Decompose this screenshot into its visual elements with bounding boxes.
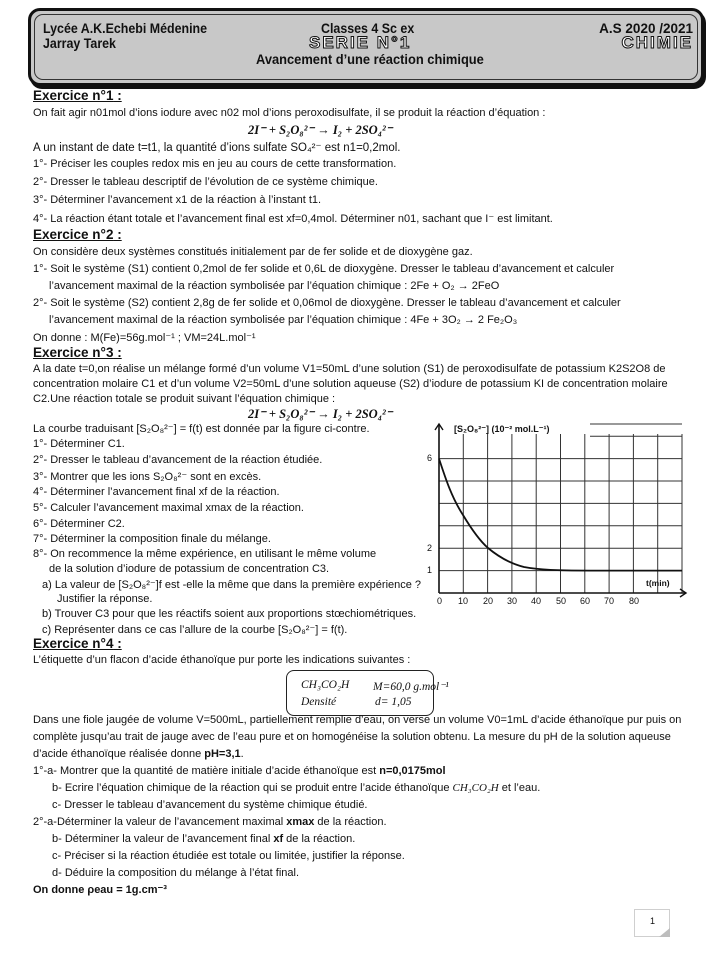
formula: CH₃CO₂H — [452, 782, 499, 794]
ex4-intro: L’étiquette d’un flacon d’acide éthanoïque pur porte les indications suivantes : — [33, 654, 411, 666]
y-tick-1: 1 — [427, 565, 433, 575]
ex4-question-2d: d- Déduire la composition du mélange à l’état final. — [52, 867, 300, 879]
x-axis-label: t(min) — [646, 578, 670, 588]
exercise-1-title-text: Exercice n°1 — [33, 88, 114, 103]
topic-title: Avancement d’une réaction chimique — [256, 51, 484, 67]
x-tick-20: 20 — [483, 596, 494, 606]
vertical-grid — [463, 434, 682, 593]
ex2-question-2a: 2°- Soit le système (S2) contient 2,8g de fer solide et 0,06mol de dioxygène. Dresser le tableau d’avancement et calculer — [33, 297, 621, 309]
ex1-question-3: 3°- Déterminer l’avancement x1 de la réaction à l’instant t1. — [33, 194, 322, 206]
exercise-4-title-text: Exercice n°4 — [33, 636, 114, 651]
x-tick-40: 40 — [531, 596, 542, 606]
ex3-paragraph-1: A la date t=0,on réalise un mélange formé d’un volume V1=50mL d’une solution (S1) de peroxodisulfate de potassium K2S2O8 de — [33, 363, 666, 375]
colon: : — [113, 345, 122, 360]
ex3-question-2: 2°- Dresser le tableau d’avancement de la réaction étudiée. — [33, 454, 323, 466]
text: d’acide éthanoïque réalisée donne — [33, 748, 205, 760]
ex4-question-1a — [33, 765, 446, 777]
ex1-intro: On fait agir n01mol d’ions iodure avec n02 mol d’ions peroxodisulfate, il se produit la réaction d’équation : — [33, 107, 546, 119]
page-number: 1 — [650, 916, 656, 926]
header-banner — [28, 8, 704, 86]
label-formula: CH₃CO₂H — [301, 679, 350, 691]
text: 1°-a- Montrer que la quantité de matière initiale d’acide éthanoïque est — [33, 765, 380, 777]
ex3-question-7: 7°- Déterminer la composition finale du mélange. — [33, 533, 271, 545]
ex4-question-2a — [33, 816, 387, 828]
ex2-question-2b: l’avancement maximal de la réaction symbolisée par l’équation chimique : 4Fe + 3O₂ → 2 Fe₂O₃ — [49, 314, 518, 326]
ex3-question-1: 1°- Déterminer C1. — [33, 438, 125, 450]
text: de la réaction. — [314, 816, 387, 828]
y-tick-2: 2 — [427, 543, 433, 553]
x-ticks — [420, 596, 700, 608]
ex3-question-a: a) La valeur de [S₂O₈²⁻]f est -elle la même que dans la première expérience ? — [42, 579, 422, 591]
x-tick-0: 0 — [437, 596, 443, 606]
ex1-question-1: 1°- Préciser les couples redox mis en jeu au cours de cette transformation. — [33, 158, 397, 170]
text: 2°-a-Déterminer la valeur de l’avancement maximal — [33, 816, 287, 828]
text: . — [240, 748, 244, 760]
ex3-question-5: 5°- Calculer l’avancement maximal xmax de la réaction. — [33, 502, 304, 514]
ex3-question-6: 6°- Déterminer C2. — [33, 518, 125, 530]
exercise-3-title — [33, 345, 122, 360]
ex4-paragraph-1: Dans une fiole jaugée de volume V=500mL, partiellement remplie d’eau, on verse un volume V0=1mL d’acide éthanoïque pur puis on — [33, 714, 682, 726]
text: de la réaction. — [283, 833, 356, 845]
ex2-intro: On considère deux systèmes constitués initialement par de fer solide et de dioxygène gaz. — [33, 246, 473, 258]
page-fold-icon — [659, 928, 670, 937]
serie-title: SERIE N°1 — [309, 33, 412, 52]
exercise-4-title — [33, 636, 122, 651]
ex3-question-c: c) Représenter dans ce cas l’allure de la courbe [S₂O₈²⁻] = f(t). — [42, 624, 348, 636]
exercise-2-title — [33, 227, 122, 242]
ex1-question-2: 2°- Dresser le tableau descriptif de l’évolution de ce système chimique. — [33, 176, 378, 188]
ex3-equation: 2I⁻ + S₂O₈²⁻ → I₂ + 2SO₄²⁻ — [248, 407, 393, 421]
subject-title: CHIMIE — [621, 33, 693, 52]
ex1-question-4: 4°- La réaction étant totale et l’avancement final est xf=0,4mol. Déterminer n01, sachant que I⁻ est limitant. — [33, 213, 553, 225]
ex2-question-1a: 1°- Soit le système (S1) contient 0,2mol de fer solide et 0,6L de dioxygène. Dresser le tableau d’avancement et calculer — [33, 263, 615, 275]
ex3-question-8a: 8°- On recommence la même expérience, en utilisant le même volume — [33, 548, 377, 560]
x-tick-60: 60 — [580, 596, 591, 606]
colon: : — [113, 227, 122, 242]
xf-symbol: xf — [273, 833, 284, 845]
ex4-paragraph-2: complète jusqu’au trait de jauge avec de l’eau pure et on homogénéise la solution obtenu. La mesure du pH de la solution aqueuse — [33, 731, 671, 743]
label-density-label: Densité — [301, 696, 337, 708]
ex3-curve-text: La courbe traduisant [S₂O₈²⁻] = f(t) est donnée par la figure ci-contre. — [33, 423, 370, 435]
ex3-question-3: 3°- Montrer que les ions S₂O₈²⁻ sont en excès. — [33, 471, 262, 483]
ex3-paragraph-2: concentration molaire C1 et d’un volume V2=50mL d’une solution aqueuse (S2) d’iodure de potassium KI de concentration molaire — [33, 378, 668, 390]
ex2-given: On donne : M(Fe)=56g.mol⁻¹ ; VM=24L.mol⁻¹ — [33, 332, 256, 344]
colon: : — [113, 636, 122, 651]
ex4-question-2b — [52, 833, 355, 845]
ex4-paragraph-3 — [33, 748, 244, 760]
y-tick-6: 6 — [427, 453, 433, 463]
exercise-1-title — [33, 88, 122, 103]
x-tick-70: 70 — [604, 596, 615, 606]
quantity-value: n=0,0175mol — [379, 765, 446, 777]
teacher-name: Jarray Tarek — [43, 36, 116, 51]
class-level: Classes 4 Sc ex — [321, 21, 415, 36]
ex4-question-1b — [52, 782, 540, 794]
x-tick-50: 50 — [556, 596, 567, 606]
ex3-question-8b: de la solution d’iodure de potassium de concentration C3. — [49, 563, 330, 575]
x-tick-30: 30 — [507, 596, 518, 606]
concentration-time-chart — [420, 418, 700, 613]
acid-label-box — [286, 670, 449, 716]
exercise-3-title-text: Exercice n°3 — [33, 345, 114, 360]
text: et l’eau. — [498, 782, 541, 794]
ex3-question-b: b) Trouver C3 pour que les réactifs soient aux proportions stœchiométriques. — [42, 608, 417, 620]
label-density-value: d= 1,05 — [375, 696, 412, 708]
text: b- Déterminer la valeur de l’avancement final — [52, 833, 274, 845]
x-tick-10: 10 — [458, 596, 469, 606]
ex3-question-a-justify: Justifier la réponse. — [57, 593, 153, 605]
ph-value: pH=3,1 — [204, 748, 241, 760]
school-year: A.S 2020 /2021 — [599, 21, 693, 36]
xmax-symbol: xmax — [286, 816, 315, 828]
exercise-2-title-text: Exercice n°2 — [33, 227, 114, 242]
ex3-question-4: 4°- Déterminer l’avancement final xf de la réaction. — [33, 486, 280, 498]
ex1-equation: 2I⁻ + S₂O₈²⁻ → I₂ + 2SO₄²⁻ — [248, 123, 393, 137]
school-name: Lycée A.K.Echebi Médenine — [43, 21, 208, 36]
ex3-paragraph-3: C2.Une réaction totale se produit suivant l’équation chimique : — [33, 393, 336, 405]
label-molar-mass: M=60,0 g.mol⁻¹ — [373, 681, 449, 693]
colon: : — [113, 88, 122, 103]
page-number-box — [634, 909, 670, 937]
y-axis-label: [S₂O₈²⁻] (10⁻² mol.L⁻¹) — [454, 424, 550, 434]
x-tick-80: 80 — [629, 596, 640, 606]
text: b- Ecrire l’équation chimique de la réaction qui se produit entre l’acide éthanoïque — [52, 782, 453, 794]
ex4-question-2c: c- Préciser si la réaction étudiée est totale ou limitée, justifier la réponse. — [52, 850, 405, 862]
ex4-question-1c: c- Dresser le tableau d’avancement du système chimique étudié. — [52, 799, 368, 811]
ex2-question-1b: l’avancement maximal de la réaction symbolisée par l’équation chimique : 2Fe + O₂ → 2FeO — [49, 280, 500, 292]
ex4-given: On donne ρeau = 1g.cm⁻³ — [33, 884, 167, 896]
ex1-instant: A un instant de date t=t1, la quantité d’ions sulfate SO₄²⁻ est n1=0,2mol. — [33, 142, 401, 154]
